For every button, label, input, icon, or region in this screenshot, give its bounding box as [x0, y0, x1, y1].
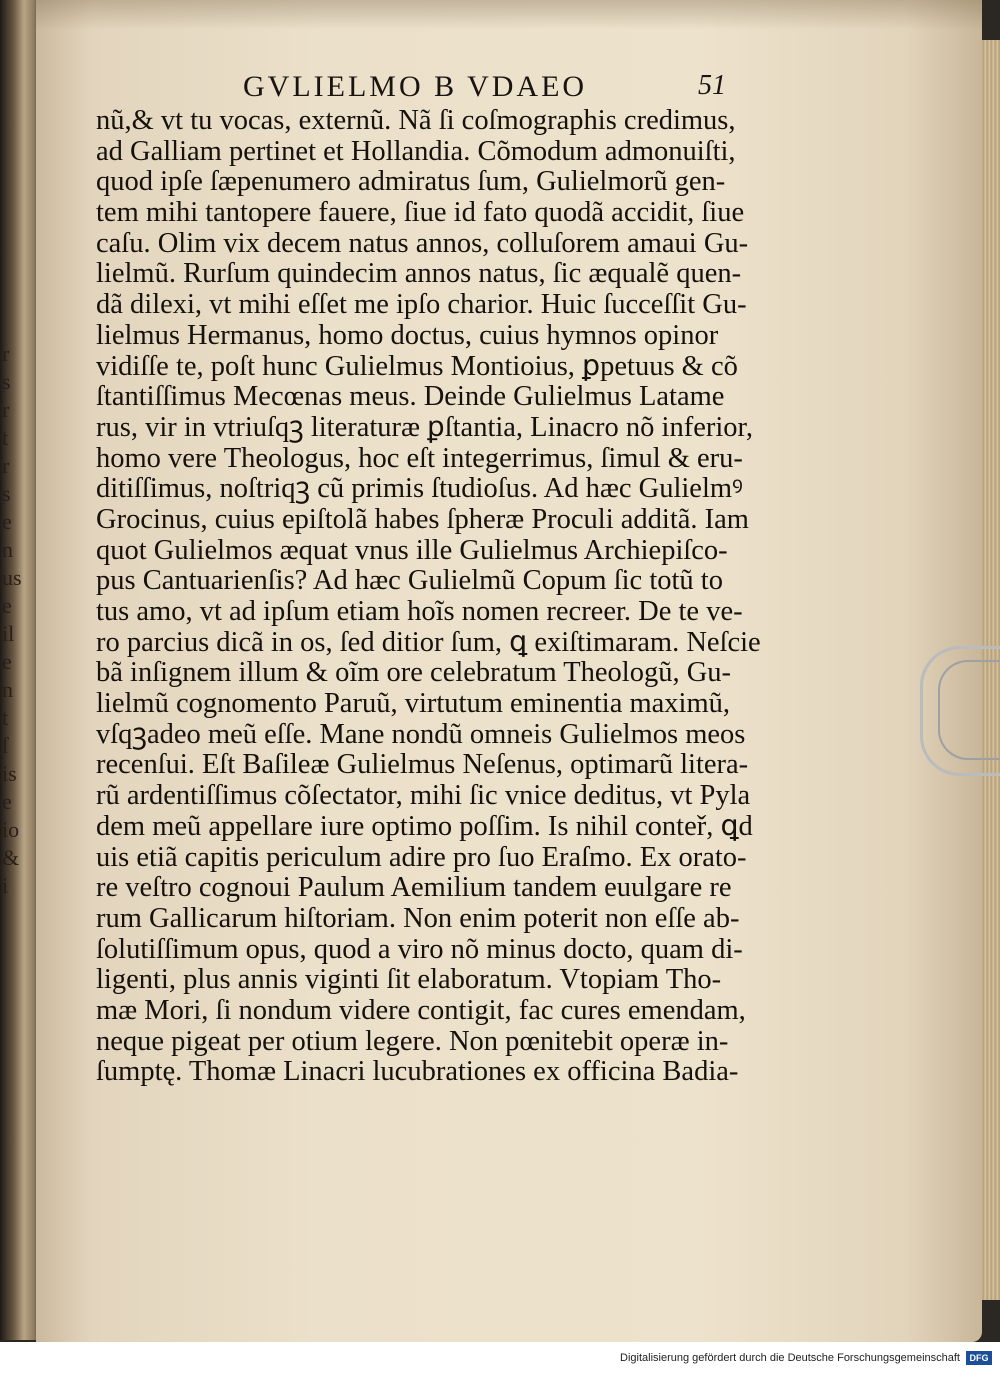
text-line: quod ipſe ſæpenumero admiratus ſum, Gulielmorũ gen- [96, 166, 726, 198]
previous-page-fragment: io [2, 817, 20, 842]
page-top-shadow [36, 0, 982, 30]
text-line: dem meũ appellare iure optimo poſſim. Is nihil conteř, ꝗd [96, 810, 753, 842]
footer-credit: Digitalisierung gefördert durch die Deutsche Forschungsgemeinschaft [620, 1352, 960, 1364]
text-line: tus amo, vt ad ipſum etiam hoĩs nomen recreer. De te ve- [96, 596, 743, 627]
text-line: rum Gallicarum hiſtoriam. Non enim poterit non eſſe ab- [96, 902, 740, 934]
previous-page-fragment: s [2, 481, 11, 506]
text-line: ſumptę. Thomæ Linacri lucubrationes ex officina Badia- [96, 1056, 739, 1088]
text-line: rũ ardentiſſimus cõſectator, mihi ſic vnice deditus, vt Pyla [96, 780, 751, 812]
previous-page-fragment: t [2, 425, 9, 450]
previous-page-fragment: r [2, 341, 10, 366]
previous-page-fragment: r [2, 397, 10, 422]
previous-page-fragment: is [2, 761, 17, 786]
text-line: neque pigeat per otium legere. Non pœnitebit operæ in- [96, 1025, 729, 1057]
text-line: Grocinus, cuius epiſtolã habes ſpheræ Proculi additã. Iam [96, 503, 749, 535]
text-line: recenſui. Eſt Baſileæ Gulielmus Neſenus, optimarũ litera- [96, 749, 749, 781]
page-number: 51 [698, 70, 726, 101]
text-line: mæ Mori, ſi nondum videre contigit, fac cures emendam, [96, 994, 746, 1026]
text-line: vſqꝫadeo meũ eſſe. Mane nondũ omneis Gulielmos meos [96, 718, 746, 750]
previous-page-fragment: e [2, 649, 12, 674]
text-line: quot Gulielmos æquat vnus ille Gulielmus Archiepiſco- [96, 534, 728, 566]
text-line: homo vere Theologus, hoc eſt integerrimus, ſimul & eru- [96, 442, 743, 474]
text-line: pus Cantuarienſis? Ad hæc Gulielmũ Copum ſic totũ to [96, 565, 723, 597]
previous-page-fragment: e [2, 593, 12, 618]
previous-page-fragment: i [2, 873, 9, 898]
previous-page-fragment: il [2, 621, 15, 646]
previous-page-fragment: r [2, 453, 10, 478]
text-line: ſtantiſſimus Mecœnas meus. Deinde Gulielmus Latame [96, 381, 725, 413]
page-body-text [96, 106, 796, 1088]
previous-page-fragment: us [2, 565, 22, 590]
text-line: caſu. Olim vix decem natus annos, colluſorem amaui Gu- [96, 227, 749, 259]
text-line: dã dilexi, vt mihi eſſet me ipſo charior. Huic ſucceſſit Gu- [96, 289, 747, 321]
text-line: rus, vir in vtriuſqꝫ literaturæ ꝑſtantia, Linacro nõ inferior, [96, 411, 753, 443]
text-line: bã inſignem illum & oĩm ore celebratum Theologũ, Gu- [96, 657, 732, 689]
previous-page-fragment: e [2, 789, 12, 814]
text-line: ro parcius dicã in os, ſed ditior ſum, ꝗ exiſtimaram. Neſcie [96, 626, 761, 658]
text-line: uis etiã capitis periculum adire pro ſuo Eraſmo. Ex orato- [96, 841, 747, 873]
running-head: GVLIELMO B VDAEO [243, 70, 588, 103]
previous-page-fragment: & [2, 845, 20, 870]
previous-page-fragments [2, 340, 34, 900]
text-line: lielmus Hermanus, homo doctus, cuius hymnos opinor [96, 319, 719, 351]
previous-page-fragment: s [2, 369, 11, 394]
text-line: ad Galliam pertinet et Hollandia. Cõmodum admonuiſti, [96, 135, 736, 167]
dfg-logo-icon: DFG [966, 1351, 992, 1365]
text-line: re veſtro cognoui Paulum Aemilium tandem euulgare re [96, 872, 732, 904]
text-line: nũ,& vt tu vocas, externũ. Nã ſi coſmographis credimus, [96, 105, 736, 136]
previous-page-fragment: t [2, 705, 9, 730]
previous-page-fragment: e [2, 509, 12, 534]
previous-page-fragment: ſ [2, 733, 9, 758]
text-line: vidiſſe te, poſt hunc Gulielmus Montioius, ꝑpetuus & cõ [96, 350, 738, 382]
text-line: ſolutiſſimum opus, quod a viro nõ minus docto, quam di- [96, 933, 743, 965]
text-line: lielmũ. Rurſum quindecim annos natus, ſic æqualẽ quen- [96, 258, 742, 290]
text-line: tem mihi tantopere fauere, ſiue id fato quodã accidit, ſiue [96, 197, 745, 229]
paper-clip-inner [938, 660, 1000, 760]
text-line: lielmũ cognomento Paruũ, virtutum eminentia maximũ, [96, 688, 731, 720]
text-line: ligenti, plus annis viginti ſit elaboratum. Vtopiam Tho- [96, 964, 722, 996]
previous-page-fragment: n [2, 537, 13, 562]
previous-page-fragment: n [2, 677, 13, 702]
text-line: ditiſſimus, noſtriqꝫ cũ primis ſtudioſus. Ad hæc Gulielmꝰ [96, 473, 743, 505]
